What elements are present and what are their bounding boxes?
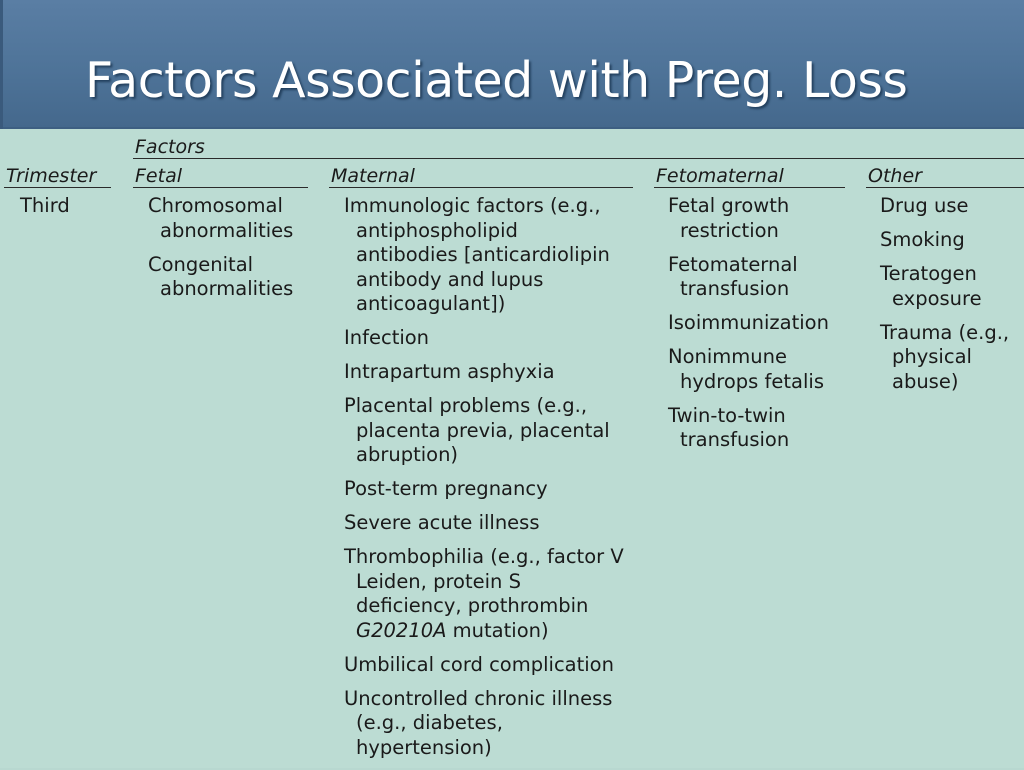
list-item: Severe acute illness (344, 511, 540, 534)
list-item: Fetal growth restriction (668, 194, 790, 242)
factors-rule (133, 158, 1024, 159)
list-item: Intrapartum asphyxia (344, 360, 555, 383)
list-item: Placental problems (e.g., placenta previa, placental abruption) (344, 394, 610, 466)
gene-name: G20210A (356, 618, 447, 642)
list-item: Chromosomal abnormalities (148, 194, 294, 242)
list-item: Congenital abnormalities (148, 252, 294, 300)
fetal-rule (133, 187, 308, 188)
trimester-value: Third (20, 194, 70, 217)
list-item: Isoimmunization (668, 311, 829, 334)
trimester-rule (4, 187, 111, 188)
fetal-header: Fetal (135, 165, 182, 187)
list-item: Thrombophilia (e.g., factor V Leiden, protein S deficiency, prothrombin G20210A mutation) (344, 545, 624, 642)
list-item: Immunologic factors (e.g., antiphospholipid antibodies [anticardiolipin antibody and lupus anticoagulant]) (344, 194, 610, 315)
other-rule (866, 187, 1024, 188)
list-item: Uncontrolled chronic illness (e.g., diabetes, hypertension) (344, 686, 613, 759)
list-item: Post-term pregnancy (344, 477, 548, 500)
list-item: Twin-to-twin transfusion (668, 403, 790, 451)
list-item: Nonimmune hydrops fetalis (668, 345, 824, 393)
maternal-column (332, 194, 624, 770)
list-item: Trauma (e.g., physical abuse) (880, 320, 1010, 393)
list-item: Teratogen exposure (880, 262, 982, 310)
fetomaternal-header: Fetomaternal (656, 165, 784, 187)
slide-title: Factors Associated with Preg. Loss (85, 52, 908, 109)
fetomaternal-rule (654, 187, 845, 188)
list-item: Fetomaternal transfusion (668, 252, 798, 300)
trimester-header: Trimester (6, 165, 97, 187)
maternal-header: Maternal (331, 165, 415, 187)
list-item: Umbilical cord complication (344, 652, 614, 676)
list-item: Drug use (880, 194, 969, 217)
list-item: Infection (344, 326, 430, 349)
list-item: Smoking (880, 228, 965, 251)
title-band (0, 0, 1024, 129)
fetomaternal-column (656, 194, 829, 462)
maternal-rule (329, 187, 633, 188)
other-header: Other (868, 165, 922, 187)
fetal-column (136, 194, 293, 311)
mutation-suffix: mutation) (446, 618, 549, 642)
factors-header: Factors (135, 136, 205, 158)
trimester-column (8, 194, 70, 228)
other-column (868, 194, 1009, 404)
